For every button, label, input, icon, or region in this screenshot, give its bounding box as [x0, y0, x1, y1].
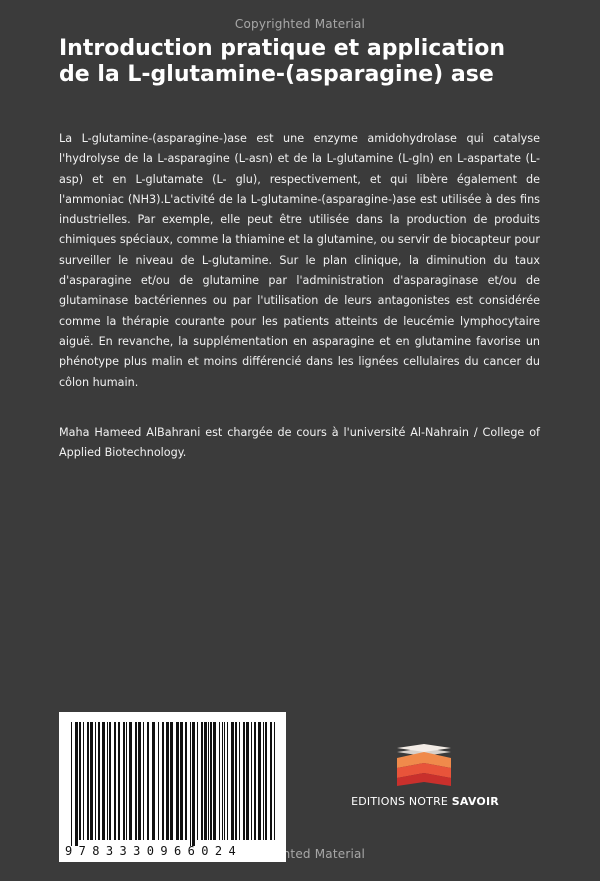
barcode-bars — [59, 712, 286, 862]
barcode-bar — [114, 722, 116, 840]
barcode-bar — [152, 722, 155, 840]
barcode-bar — [71, 722, 72, 846]
barcode-bar — [222, 722, 223, 840]
barcode-bar — [143, 722, 144, 840]
barcode-bar — [95, 722, 96, 840]
barcode-bar — [129, 722, 132, 840]
barcode-bar — [126, 722, 127, 840]
barcode-bar — [235, 722, 237, 840]
barcode-bar — [208, 722, 209, 840]
barcode-bar — [180, 722, 183, 840]
barcode-bar — [251, 722, 252, 840]
barcode-digits: 9783330966024 — [65, 844, 243, 858]
barcode-bar — [170, 722, 173, 840]
barcode-bar — [109, 722, 111, 840]
barcode-bar — [158, 722, 159, 840]
barcode-bar — [239, 722, 240, 840]
barcode-bar — [176, 722, 179, 840]
barcode-bar — [246, 722, 249, 840]
barcode-bar — [162, 722, 164, 840]
barcode-bar — [147, 722, 149, 840]
barcode-bar — [166, 722, 169, 840]
barcode-bar — [243, 722, 245, 840]
barcode-bar — [83, 722, 84, 840]
barcode-bar — [210, 722, 212, 840]
barcode-bar — [118, 722, 120, 840]
barcode-bar — [197, 722, 198, 840]
barcode-bar — [75, 722, 78, 846]
barcode-bar — [219, 722, 220, 840]
barcode-bar — [270, 722, 272, 840]
summary-text: La L-glutamine-(asparagine-)ase est une enzyme amidohydrolase qui catalyse l'hydrolyse de la L-asparagine (L-asn) et de la L-glutamine (L-gln) en L-aspartate (L-asp) et en L-glutamate (L- glu), respectivement, et qui libère également de l'ammoniac (NH3).L'activité de la L-glutamine-(asparagine-)ase est utilisée à des fins industrielles. Par exemple, elle peut être utilisée dans la production de produits chimiques spéciaux, comme la thiamine et la glutamine, ou servir de biocapteur pour surveiller le niveau de L-glutamine. Sur le plan clinique, la diminution du taux d'asparagine et/ou de glutamine par l'administration d'asparaginase et/ou de glutaminase bactériennes ou par l'utilisation de leurs antagonistes est considérée comme la thérapie courante pour les patients atteints de leucémie lymphocytaire aiguë. En revanche, la supplémentation en asparagine et en glutamine favorise un phénotype plus malin et moins différencié dans les lignées cellulaires du cancer du côlon humain. — [59, 132, 540, 389]
barcode-bar — [204, 722, 207, 840]
watermark-bottom: Copyrighted Material — [234, 847, 366, 861]
isbn-barcode — [59, 712, 286, 862]
publisher-name-part1: EDITIONS NOTRE — [351, 795, 452, 808]
watermark-top: Copyrighted Material — [234, 17, 366, 31]
barcode-bar — [98, 722, 100, 840]
publisher-book-icon — [393, 742, 455, 788]
barcode-bar — [265, 722, 267, 840]
publisher-name-part2: SAVOIR — [451, 795, 499, 808]
author-bio: Maha Hameed AlBahrani est chargée de cours à l'université Al-Nahrain / College of Applied Biotechnology. — [59, 426, 540, 460]
barcode-bar — [102, 722, 105, 840]
barcode-bar — [213, 722, 216, 840]
barcode-bar — [185, 722, 187, 840]
barcode-bar — [224, 722, 225, 840]
barcode-bar — [123, 722, 125, 840]
barcode-bar — [201, 722, 203, 840]
barcode-bar — [258, 722, 261, 840]
barcode-bar — [90, 722, 93, 840]
publisher-name — [340, 795, 510, 808]
barcode-bar — [79, 722, 81, 840]
barcode-bar — [231, 722, 234, 840]
barcode-bar — [87, 722, 89, 840]
barcode-bar — [263, 722, 264, 840]
barcode-bar — [190, 722, 191, 846]
barcode-bar — [254, 722, 256, 840]
barcode-bar — [135, 722, 137, 840]
barcode-bar — [138, 722, 141, 840]
barcode-bar — [274, 722, 275, 840]
barcode-bar — [227, 722, 228, 840]
book-title: Introduction pratique et application de la L-glutamine-(asparagine) ase — [59, 36, 506, 87]
barcode-bar — [107, 722, 108, 840]
barcode-bar — [192, 722, 195, 846]
